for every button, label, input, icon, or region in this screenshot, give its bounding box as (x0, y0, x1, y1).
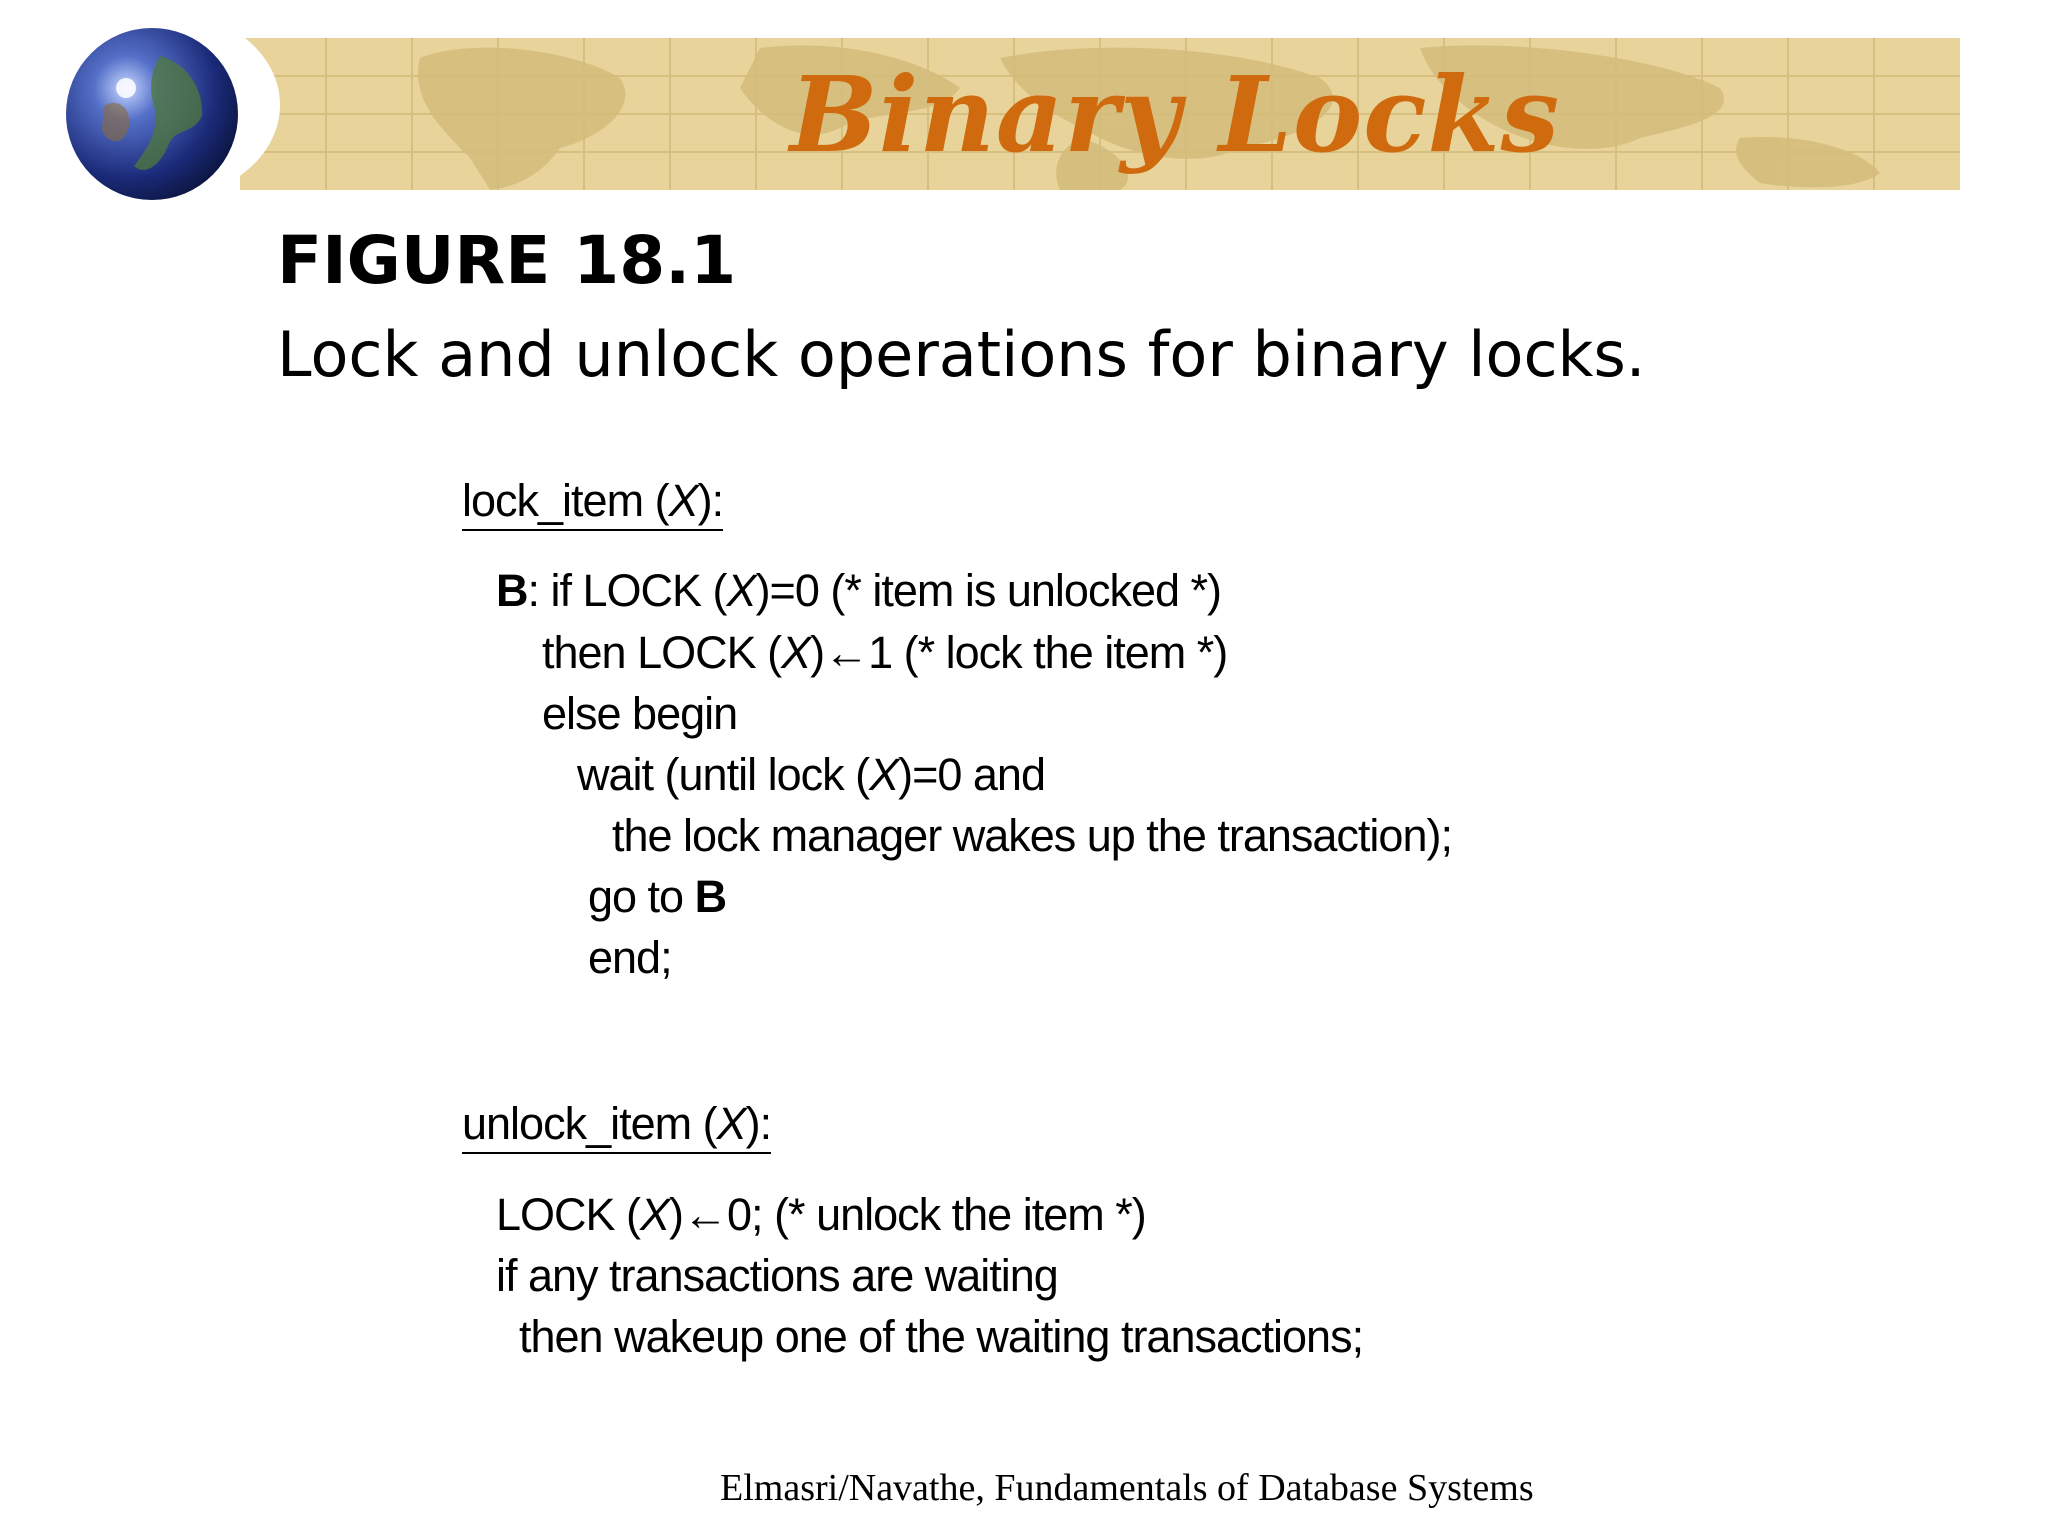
lock-code-line-2: then LOCK (X)←1 (* lock the item *) (542, 627, 1228, 678)
unlock-code-line-1: LOCK (X)←0; (* unlock the item *) (496, 1189, 1146, 1240)
lock-code-line-5: the lock manager wakes up the transaction); (612, 810, 1452, 861)
lock-code-line-4: wait (until lock (X)=0 and (577, 749, 1045, 800)
lock-item-heading: lock_item (X): (462, 478, 723, 531)
lock-code-line-7: end; (588, 932, 672, 983)
figure-number: FIGURE 18.1 (277, 222, 737, 299)
footer-citation: Elmasri/Navathe, Fundamentals of Database Systems (720, 1467, 1534, 1509)
unlock-code-line-2: if any transactions are waiting (496, 1250, 1058, 1301)
unlock-code-line-3: then wakeup one of the waiting transactions; (519, 1311, 1364, 1362)
lock-code-line-1: B: if LOCK (X)=0 (* item is unlocked *) (496, 565, 1222, 616)
lock-code-line-3: else begin (542, 688, 738, 739)
unlock-item-heading: unlock_item (X): (462, 1101, 771, 1154)
slide-title: Binary Locks (789, 52, 1561, 176)
figure-caption: Lock and unlock operations for binary locks. (277, 318, 1646, 391)
globe-icon (64, 26, 240, 202)
lock-code-line-6: go to B (588, 871, 727, 922)
